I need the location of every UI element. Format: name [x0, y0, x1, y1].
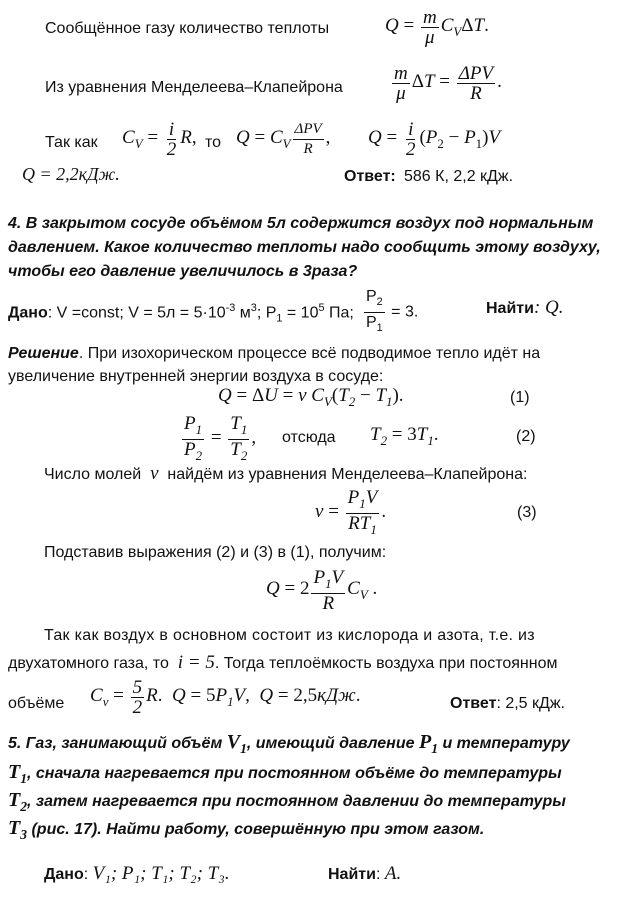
problem5-line1: 5. Газ, занимающий объём $V_1$, имеющий давление $P_1$ и температуру: [8, 731, 570, 756]
pressure-ratio: $\frac{P_2}{P_1}$ = 3.: [366, 288, 419, 335]
problem5-line3: $T_2$, затем нагревается при постоянном давлении до температуры: [8, 789, 566, 814]
air-line1: Так как воздух в основном состоит из кислорода и азота, т.е. из: [44, 627, 535, 644]
equation-2-ratio: $\frac{P_1}{P_2}$ = $\frac{T_1}{T_2}$ ,: [184, 413, 257, 463]
problem4-find: Найти: Q.: [486, 297, 564, 318]
substitute-line: Подставив выражения (2) и (3) в (1), получим:: [44, 544, 387, 561]
equation-number-1: (1): [510, 389, 530, 406]
problem4-statement-line1: 4. В закрытом сосуде объёмом 5л содержится воздух под нормальным: [8, 215, 594, 232]
problem4-statement-line2: давлением. Какое количество теплоты надо сообщить этому воздуху,: [8, 239, 601, 256]
then-label: то: [205, 134, 222, 151]
heat-transfer-label: Сообщённое газу количество теплоты: [45, 20, 330, 37]
air-line2: двухатомного газа, то i = 5. Тогда теплоёмкость воздуха при постоянном: [8, 652, 558, 673]
mendeleev-label: Из уравнения Менделеева–Клапейрона: [45, 79, 343, 96]
result-q: Q = 2,2кДж.: [22, 164, 120, 184]
problem5-line4: $T_3$ (рис. 17). Найти работу, совершённую при этом газом.: [8, 817, 485, 842]
formula-heat-q: Q = $\frac{m}{\mu}$ $C_V\Delta T$.: [385, 7, 489, 48]
answer-label: Ответ:: [344, 168, 396, 185]
equation-q-final: Q = 2 $\frac{P_1V}{R}$ $C_V$ .: [266, 567, 378, 614]
equation-number-3: (3): [517, 504, 537, 521]
problem5-line2: $T_1$, сначала нагревается при постоянном объёме до температуры: [8, 761, 562, 786]
equation-1: Q = ΔU = ν $C_V(T_2 - T_1)$.: [218, 385, 404, 409]
formula-mendeleev: $\frac{m}{\mu}$ ΔT = $\frac{\text{ΔPV}}{R}$ .: [394, 63, 502, 104]
since-label: Так как: [45, 134, 98, 151]
problem4-statement-line3: чтобы его давление увеличилось в 3раза?: [8, 263, 358, 280]
answer-value: 586 К, 2,2 кДж.: [404, 168, 514, 185]
problem5-find: Найти: A.: [328, 863, 402, 884]
solution-line1: Решение. При изохорическом процессе всё подводимое тепло идёт на: [8, 345, 541, 362]
formula-cv: $C_V$ = $\frac{i}{2}$ R,: [122, 119, 197, 160]
problem5-given: Дано: V₁; P₁; T₁; T₂; T₃.: [44, 863, 230, 884]
hence-label: отсюда: [282, 429, 336, 446]
moles-line: Число молей ν найдём из уравнения Менделеева–Клапейрона:: [44, 463, 528, 484]
problem4-answer: Ответ: 2,5 кДж.: [450, 695, 565, 712]
formula-q-pressure: Q = $\frac{i}{2}$ $(P_2 - P_1)V$: [368, 119, 501, 160]
given-label: Дано: [8, 304, 48, 322]
formula-q-cv: $Q = C_V$ $\frac{\text{ΔPV}}{R}$ ,: [236, 121, 331, 157]
equation-3: ν = $\frac{P_1V}{RT_1}$ .: [315, 487, 387, 537]
air-line3-label: объёме: [8, 695, 65, 712]
problem4-given: Дано: V =const; $V = 5л = 5\cdot 10^{-3}$ $м^3$; $P_1 = 10^5$ Па;: [8, 302, 354, 325]
equation-air: $C_v$ = $\frac{5}{2}$ R. $Q = 5P_1V$, Q = 2,5кДж.: [90, 677, 361, 718]
equation-number-2: (2): [516, 428, 536, 445]
solution-label: Решение: [8, 345, 79, 362]
equation-2-result: $T_2 = 3T_1$.: [370, 424, 439, 448]
solution-line2: увеличение внутренней энергии воздуха в сосуде:: [8, 368, 384, 385]
